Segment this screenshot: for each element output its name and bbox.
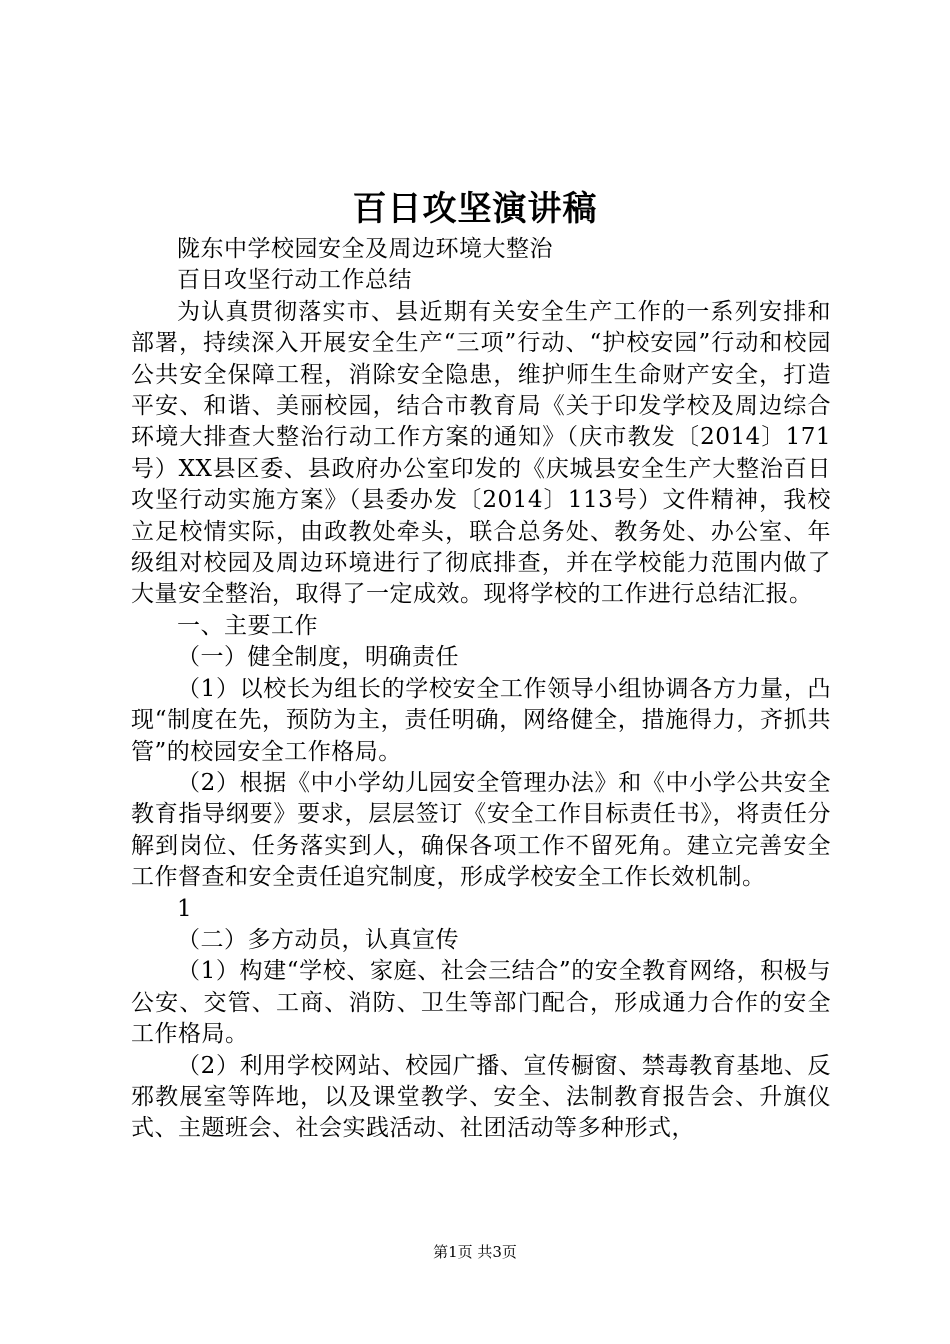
paragraph-1-1: （1）以校长为组长的学校安全工作领导小组协调各方力量，凸现“制度在先，预防为主，责任明确，网络健全，措施得力，齐抓共管”的校园安全工作格局。 — [131, 675, 831, 765]
paragraph-2-1: （1）构建“学校、家庭、社会三结合”的安全教育网络，积极与公安、交管、工商、消防、卫生等部门配合，形成通力合作的安全工作格局。 — [131, 958, 831, 1048]
subsection-heading-1: （一）健全制度，明确责任 — [177, 644, 459, 671]
intro-paragraph: 为认真贯彻落实市、县近期有关安全生产工作的一系列安排和部署，持续深入开展安全生产“三项”行动、“护校安园”行动和校园公共安全保障工程，消除安全隐患，维护师生生命财产安全，打造平安、和谐、美丽校园，结合市教育局《关于印发学校及周边综合环境大排查大整治行动工作方案的通知》（庆市教发〔2014〕171号）XX县区委、县政府办公室印发的《庆城县安全生产大整治百日攻坚行动实施方案》（县委办发〔2014〕113号）文件精神，我校立足校情实际，由政教处牵头，联合总务处、教务处、办公室、年级组对校园及周边环境进行了彻底排查，并在学校能力范围内做了大量安全整治，取得了一定成效。现将学校的工作进行总结汇报。 — [131, 298, 831, 608]
paragraph-2-2: （2）利用学校网站、校园广播、宣传橱窗、禁毒教育基地、反邪教展室等阵地，以及课堂教学、安全、法制教育报告会、升旗仪式、主题班会、社会实践活动、社团活动等多种形式， — [131, 1052, 831, 1142]
section-heading: 一、主要工作 — [177, 612, 318, 639]
page-footer: 第1页 共3页 — [433, 1243, 517, 1261]
subtitle-line-1: 陇东中学校园安全及周边环境大整治 — [177, 236, 553, 262]
document-title: 百日攻坚演讲稿 — [352, 189, 598, 229]
page-number-inline: 1 — [177, 895, 193, 922]
document-body — [131, 234, 831, 1145]
subsection-heading-2: （二）多方动员，认真宣传 — [177, 926, 459, 953]
subtitle-line-2: 百日攻坚行动工作总结 — [177, 267, 412, 294]
paragraph-1-2: （2）根据《中小学幼儿园安全管理办法》和《中小学公共安全教育指导纲要》要求，层层签订《安全工作目标责任书》，将责任分解到岗位、任务落实到人，确保各项工作不留死角。建立完善安全工作督查和安全责任追究制度，形成学校安全工作长效机制。 — [131, 769, 831, 891]
